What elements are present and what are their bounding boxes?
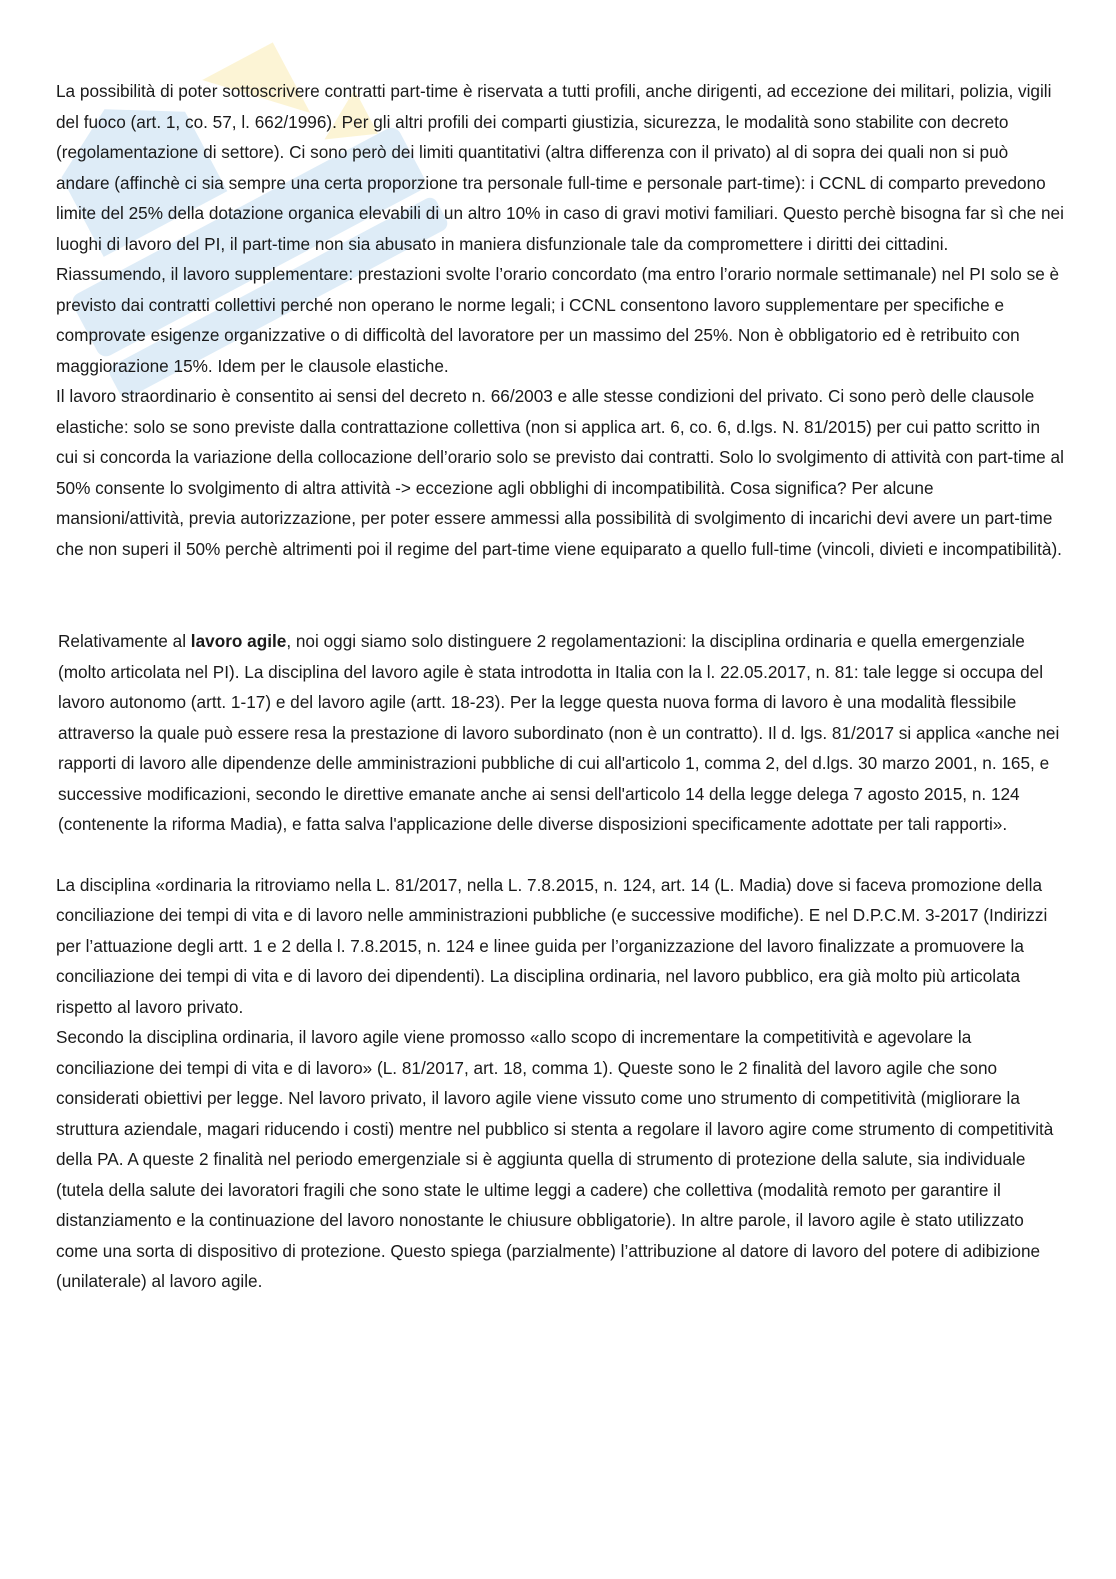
document-body xyxy=(56,76,1066,1297)
paragraph-part-time: La possibilità di poter sottoscrivere contratti part-time è riservata a tutti profili, anche dirigenti, ad eccezione dei militari, polizia, vigili del fuoco (art. 1, co. 57, l. 662/1996). Per gli altri profili dei comparti giustizia, sicurezza, le modalità sono stabilite con decreto (regolamentazione di settore). Ci sono però dei limiti quantitativi (altra differenza con il privato) al di sopra dei quali non si può andare (affinchè ci sia sempre una certa proporzione tra personale full-time e personale part-time): i CCNL di comparto prevedono limite del 25% della dotazione organica elevabili di un altro 10% in caso di gravi motivi familiari. Questo perchè bisogna far sì che nei luoghi di lavoro del PI, il part-time non sia abusato in maniera disfunzionale tale da compromettere i diritti dei cittadini. xyxy=(56,81,1064,254)
paragraph-lavoro-supplementare: Riassumendo, il lavoro supplementare: prestazioni svolte l’orario concordato (ma entro l’orario normale settimanale) nel PI solo se è previsto dai contratti collettivi perché non operano le norme legali; i CCNL consentono lavoro supplementare per specifiche e comprovate esigenze organizzative o di difficoltà del lavoratore per un massimo del 25%. Non è obbligatorio ed è retribuito con maggiorazione 15%. Idem per le clausole elastiche. xyxy=(56,264,1060,376)
intro-bold-term: lavoro agile xyxy=(190,631,287,651)
section-spacer xyxy=(56,840,1066,870)
paragraph-lavoro-agile-intro xyxy=(56,626,1066,840)
intro-text-after: , noi oggi siamo solo distinguere 2 regolamentazioni: la disciplina ordinaria e quella emergenziale (molto articolata nel PI). La disciplina del lavoro agile è stata introdotta in Italia con la l. 22.05.2017, n. 81: tale legge si occupa del lavoro autonomo (artt. 1-17) e del lavoro agile (artt. 18-23). Per la legge questa nuova forma di lavoro è una modalità flessibile attraverso la quale può essere resa la prestazione di lavoro subordinato (non è un contratto). Il d. lgs. 81/2017 si applica «anche nei rapporti di lavoro alle dipendenze delle amministrazioni pubbliche di cui all'articolo 1, comma 2, del d.lgs. 30 marzo 2001, n. 165, e successive modificazioni, secondo le direttive emanate anche ai sensi dell'articolo 14 della legge delega 7 agosto 2015, n. 124 (contenente la riforma Madia), e fatta salva l'applicazione delle diverse disposizioni specificamente adottate per tali rapporti». xyxy=(58,631,1060,834)
paragraph-finalita-lavoro-agile: Secondo la disciplina ordinaria, il lavoro agile viene promosso «allo scopo di incrementare la competitività e agevolare la conciliazione dei tempi di vita e di lavoro» (L. 81/2017, art. 18, comma 1). Queste sono le 2 finalità del lavoro agile che sono considerati obiettivi per legge. Nel lavoro privato, il lavoro agile viene vissuto come uno strumento di competitività (migliorare la struttura aziendale, magari riducendo i costi) mentre nel pubblico si stenta a regolare il lavoro agire come strumento di competitività della PA. A queste 2 finalità nel periodo emergenziale si è aggiunta quella di strumento di protezione della salute, sia individuale (tutela della salute dei lavoratori fragili che sono state le ultime leggi a cadere) che collettiva (modalità remoto per garantire il distanziamento e la continuazione del lavoro nonostante le chiusure obbligatorie). In altre parole, il lavoro agile è stato utilizzato come una sorta di dispositivo di protezione. Questo spiega (parzialmente) l’attribuzione al datore di lavoro del potere di adibizione (unilaterale) al lavoro agile. xyxy=(56,1027,1054,1291)
section-spacer xyxy=(56,564,1066,626)
intro-text-before: Relativamente al xyxy=(58,631,191,651)
paragraph-lavoro-straordinario: Il lavoro straordinario è consentito ai sensi del decreto n. 66/2003 e alle stesse condizioni del privato. Ci sono però delle clausole elastiche: solo se sono previste dalla contrattazione collettiva (non si applica art. 6, co. 6, d.lgs. N. 81/2015) per cui patto scritto in cui si concorda la variazione della collocazione dell’orario solo se previsto dai contratti. Solo lo svolgimento di attività con part-time al 50% consente lo svolgimento di altra attività -> eccezione agli obblighi di incompatibilità. Cosa significa? Per alcune mansioni/attività, previa autorizzazione, per poter essere ammessi alla possibilità di svolgimento di incarichi devi avere un part-time che non superi il 50% perchè altrimenti poi il regime del part-time viene equiparato a quello full-time (vincoli, divieti e incompatibilità). xyxy=(56,386,1064,559)
paragraph-disciplina-ordinaria: La disciplina «ordinaria la ritroviamo nella L. 81/2017, nella L. 7.8.2015, n. 124, art. 14 (L. Madia) dove si faceva promozione della conciliazione dei tempi di vita e di lavoro nelle amministrazioni pubbliche (e successive modifiche). E nel D.P.C.M. 3-2017 (Indirizzi per l’attuazione degli artt. 1 e 2 della l. 7.8.2015, n. 124 e linee guida per l’organizzazione del lavoro finalizzate a promuovere la conciliazione dei tempi di vita e di lavoro dei dipendenti). La disciplina ordinaria, nel lavoro pubblico, era già molto più articolata rispetto al lavoro privato. xyxy=(56,874,1048,1017)
